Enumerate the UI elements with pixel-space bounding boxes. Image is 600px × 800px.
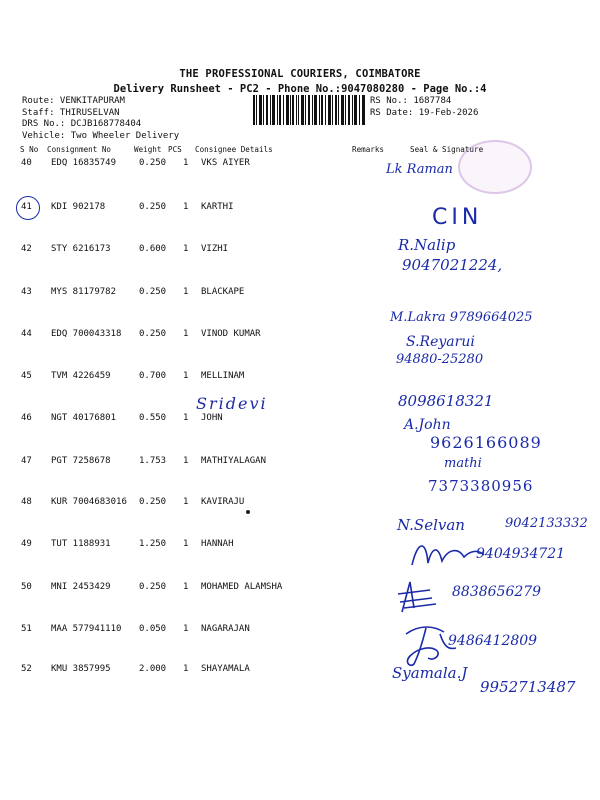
row-consignee: MOHAMED ALAMSHA [201, 582, 283, 592]
row-pcs: 1 [183, 371, 189, 381]
row-consignee: MATHIYALAGAN [201, 456, 267, 466]
rs-number: RS No.: 1687784 [370, 96, 452, 106]
row-weight: 0.250 [139, 497, 167, 507]
row-consignee: HANNAH [201, 539, 234, 549]
row-sno: 47 [21, 456, 32, 466]
col-consignment: Consignment No [47, 145, 112, 154]
row-consignment: KMU 3857995 [51, 664, 111, 674]
row-weight: 0.250 [139, 287, 167, 297]
row-consignment: EDQ 700043318 [51, 329, 122, 339]
row-consignee: JOHN [201, 413, 223, 423]
row-weight: 2.000 [139, 664, 167, 674]
row-pcs: 1 [183, 244, 189, 254]
handwritten-phone: 9042133332 [505, 516, 588, 531]
handwritten-signature: N.Selvan [397, 516, 465, 534]
row-pcs: 1 [183, 413, 189, 423]
handwritten-note: CIN [432, 205, 483, 230]
row-sno: 46 [21, 413, 32, 423]
handwritten-phone: 8098618321 [398, 392, 494, 410]
handwritten-signature: Syamala.J [392, 664, 468, 682]
row-sno: 40 [21, 158, 32, 168]
row-weight: 0.250 [139, 329, 167, 339]
signature-scribble [408, 535, 488, 575]
row-consignment: EDQ 16835749 [51, 158, 117, 168]
drs-text: DRS No.: DCJB168778404 [22, 119, 142, 129]
row-sno: 42 [21, 244, 32, 254]
row-weight: 0.250 [139, 158, 167, 168]
row-sno: 51 [21, 624, 32, 634]
row-consignee: SHAYAMALA [201, 664, 250, 674]
col-remarks: Remarks [352, 145, 385, 154]
row-consignment: MNI 2453429 [51, 582, 111, 592]
vehicle-text: Vehicle: Two Wheeler Delivery [22, 130, 180, 141]
row-consignment: TUT 1188931 [51, 539, 111, 549]
row-sno: 43 [21, 287, 32, 297]
row-consignee: VKS AIYER [201, 158, 250, 168]
row-weight: 0.250 [139, 202, 167, 212]
ink-dot [244, 508, 254, 518]
handwritten-phone: 9626166089 [430, 433, 542, 452]
row-consignee: BLACKAPE [201, 287, 245, 297]
row-consignee: VINOD KUMAR [201, 329, 261, 339]
row-sno: 41 [21, 202, 32, 212]
row-sno: 49 [21, 539, 32, 549]
signature-scribble [396, 578, 446, 618]
row-pcs: 1 [183, 329, 189, 339]
col-sno: S No [20, 145, 39, 154]
handwritten-signature: Lk Raman [386, 162, 453, 177]
row-consignment: MAA 577941110 [51, 624, 122, 634]
handwritten-signature: R.Nalip [398, 236, 456, 254]
row-weight: 1.753 [139, 456, 167, 466]
row-sno: 50 [21, 582, 32, 592]
row-pcs: 1 [183, 202, 189, 212]
row-sno: 45 [21, 371, 32, 381]
row-weight: 1.250 [139, 539, 167, 549]
handwritten-signature: S.Reyarui [406, 334, 475, 350]
rs-date: RS Date: 19-Feb-2026 [370, 107, 479, 118]
row-weight: 0.250 [139, 582, 167, 592]
row-consignment: KUR 7004683016 [51, 497, 127, 507]
runsheet-subtitle: Delivery Runsheet - PC2 - Phone No.:9047080280 - Page No.:4 [113, 83, 487, 95]
handwritten-note: M.Lakra 9789664025 [390, 310, 533, 325]
meta-left [22, 96, 179, 142]
col-consignee: Consignee Details [195, 145, 273, 154]
faded-stamp [458, 140, 532, 194]
row-weight: 0.600 [139, 244, 167, 254]
row-sno: 44 [21, 329, 32, 339]
row-pcs: 1 [183, 158, 189, 168]
handwritten-phone: 9486412809 [448, 633, 538, 649]
signature-scribble [400, 620, 464, 670]
row-pcs: 1 [183, 287, 189, 297]
row-pcs: 1 [183, 624, 189, 634]
row-sno: 48 [21, 497, 32, 507]
row-consignment: MYS 81179782 [51, 287, 117, 297]
row-weight: 0.700 [139, 371, 167, 381]
row-consignee: MELLINAM [201, 371, 245, 381]
handwritten-signature: Sridevi [196, 394, 268, 413]
meta-right [370, 96, 478, 119]
staff-text: Staff: THIRUSELVAN [22, 107, 120, 118]
row-consignee: KARTHI [201, 202, 234, 212]
row-sno: 52 [21, 664, 32, 674]
row-pcs: 1 [183, 456, 189, 466]
row-pcs: 1 [183, 539, 189, 549]
row-pcs: 1 [183, 582, 189, 592]
barcode-image [253, 95, 365, 125]
row-consignment: KDI 902178 [51, 202, 106, 212]
row-consignment: PGT 7258678 [51, 456, 111, 466]
handwritten-phone: 7373380956 [428, 477, 534, 495]
row-pcs: 1 [183, 664, 189, 674]
row-consignment: NGT 40176801 [51, 413, 117, 423]
row-consignee: VIZHI [201, 244, 229, 254]
company-title: THE PROFESSIONAL COURIERS, COIMBATORE [179, 68, 421, 80]
handwritten-signature: A.John [404, 417, 451, 433]
handwritten-phone: 94880-25280 [396, 352, 484, 367]
row-pcs: 1 [183, 497, 189, 507]
row-weight: 0.550 [139, 413, 167, 423]
col-pcs: PCS [168, 145, 182, 154]
handwritten-phone: 8838656279 [452, 584, 542, 600]
route-text: Route: VENKITAPURAM [22, 96, 125, 106]
row-consignee: KAVIRAJU [201, 497, 245, 507]
row-consignment: STY 6216173 [51, 244, 111, 254]
row-consignment: TVM 4226459 [51, 371, 111, 381]
col-seal-signature: Seal & Signature [410, 145, 484, 154]
handwritten-signature: mathi [444, 456, 482, 471]
handwritten-phone: 9047021224, [402, 256, 503, 274]
col-weight: Weight [134, 145, 162, 154]
handwritten-phone: 9952713487 [480, 678, 576, 696]
row-consignee: NAGARAJAN [201, 624, 250, 634]
row-weight: 0.050 [139, 624, 167, 634]
handwritten-phone: 9404934721 [476, 546, 566, 562]
